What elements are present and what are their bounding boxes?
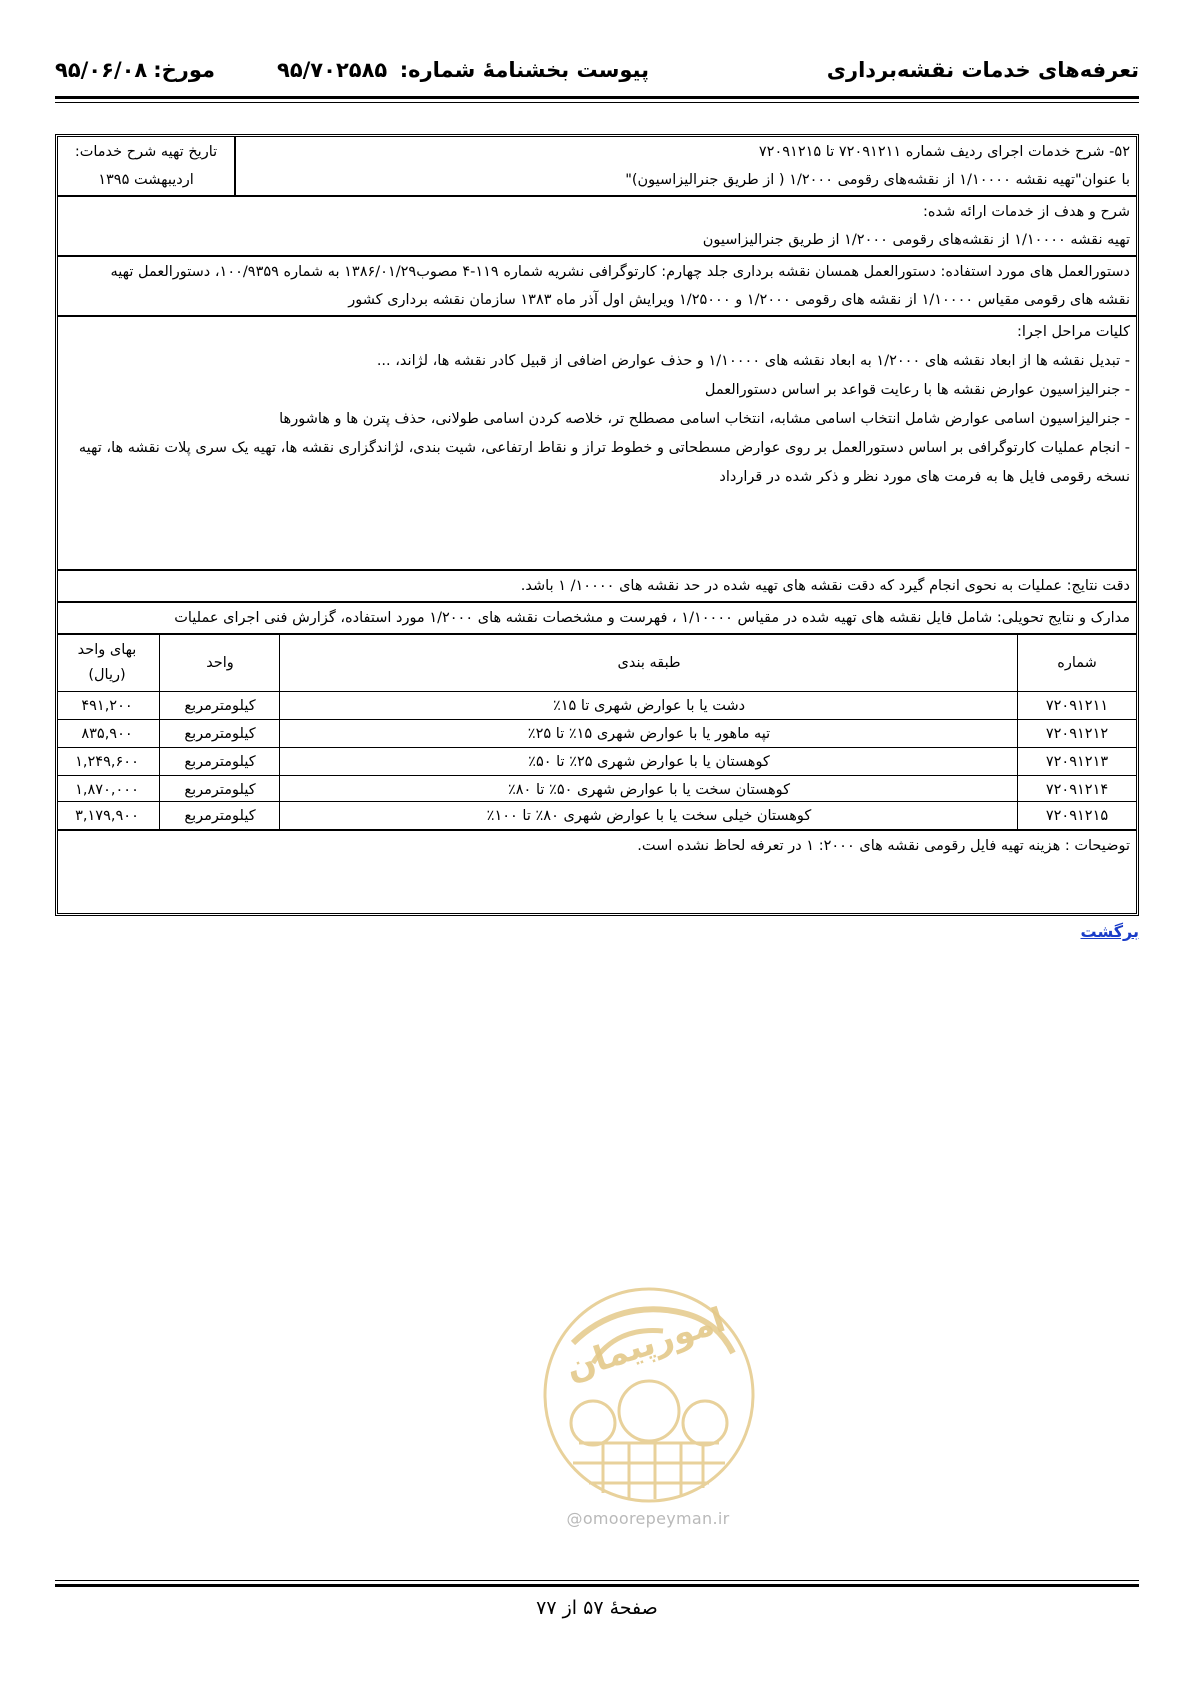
step-item: نسخه رقومی فایل ها به فرمت های مورد نظر و ذکر شده در قرارداد (719, 469, 1130, 485)
step-item: - جنرالیزاسیون اسامی عوارض شامل انتخاب اسامی مشابه، انتخاب اسامی مصطلح تر، خلاصه کردن اسامی طولانی، حذف پترن ها و هاشورها (279, 411, 1130, 427)
step-item: - تبدیل نقشه ها از ابعاد نقشه های ۱/۲۰۰۰ به ابعاد نقشه های ۱/۱۰۰۰۰ و حذف عوارض اضافی از قبیل کادر نقشه ها، لژاند، ... (376, 353, 1130, 369)
watermark-site: @omoorepeyman.ir (566, 1509, 730, 1528)
row-number: ۷۲۰۹۱۲۱۱ (1045, 698, 1109, 714)
header-unit: واحد (206, 655, 234, 671)
attachment-number: ۹۵/۷۰۲۵۸۵ (277, 58, 388, 82)
row-price: ۳,۱۷۹,۹۰۰ (75, 808, 139, 824)
service-line-2: با عنوان"تهیه نقشه ۱/۱۰۰۰۰ از نقشه‌های رقومی ۱/۲۰۰۰ ( از طریق جنرالیزاسیون)" (625, 172, 1130, 188)
header-rule-thick (55, 96, 1139, 99)
row-price: ۱,۲۴۹,۶۰۰ (75, 754, 139, 770)
footer-rule-thin (55, 1580, 1139, 1581)
omoorepeyman-watermark-logo (533, 1283, 765, 1543)
date-label: مورخ: (153, 58, 216, 82)
price-table (58, 635, 1136, 867)
document-title: تعرفه‌های خدمات نقشه‌برداری (826, 58, 1139, 82)
watermark-seal-icon (533, 1283, 765, 1513)
service-description-box (55, 134, 1139, 916)
header-rule-thin (55, 102, 1139, 103)
row-classification: کوهستان یا با عوارض شهری ۲۵٪ تا ۵۰٪ (528, 754, 770, 770)
row-classification: دشت یا با عوارض شهری تا ۱۵٪ (552, 698, 746, 714)
header-classification: طبقه بندی (617, 655, 681, 671)
page-header (55, 58, 1139, 98)
row-price: ۱,۸۷۰,۰۰۰ (75, 782, 139, 798)
footer-rule-thick (55, 1584, 1139, 1587)
instructions-line-2: نقشه های رقومی مقیاس ۱/۱۰۰۰۰ از نقشه های رقومی ۱/۲۰۰۰ و ۱/۲۵۰۰۰ ویرایش اول آذر ماه ۱۳۸۳ سازمان نقشه برداری کشور (348, 292, 1130, 308)
header-price-line-2: (ریال) (88, 667, 126, 683)
attachment-label: پیوست بخشنامهٔ شماره: (399, 58, 649, 82)
step-item: - جنرالیزاسیون عوارض نقشه ها با رعایت قواعد بر اساس دستورالعمل (704, 382, 1130, 398)
row-unit: کیلومترمربع (184, 808, 256, 824)
row-unit: کیلومترمربع (184, 698, 256, 714)
prep-date-label: تاریخ تهیه شرح خدمات: (74, 144, 218, 160)
date-block (55, 58, 215, 82)
row-price: ۸۳۵,۹۰۰ (81, 726, 133, 742)
row-number: ۷۲۰۹۱۲۱۲ (1045, 726, 1109, 742)
header-price-line-1: بهای واحد (77, 642, 137, 658)
purpose-text: تهیه نقشه ۱/۱۰۰۰۰ از نقشه‌های رقومی ۱/۲۰۰۰ از طریق جنرالیزاسیون (702, 232, 1130, 248)
row-number: ۷۲۰۹۱۲۱۴ (1045, 782, 1109, 798)
accuracy-text: دقت نتایج: عملیات به نحوی انجام گیرد که دقت نقشه های تهیه شده در حد نقشه های ۱۰۰۰۰/ ۱ باشد. (520, 578, 1130, 594)
document-page (55, 0, 1139, 1685)
page-number: صفحهٔ ۵۷ از ۷۷ (536, 1597, 658, 1619)
step-item: - انجام عملیات کارتوگرافی بر اساس دستورالعمل بر روی عوارض مسطحاتی و خطوط تراز و نقاط ارتفاعی، شیت بندی، لژاندگزاری نقشه ها، تهیه یک سری پلات نقشه ها، تهیه (78, 440, 1130, 456)
back-link[interactable]: برگشت (1080, 922, 1139, 941)
row-classification: کوهستان سخت یا با عوارض شهری ۵۰٪ تا ۸۰٪ (507, 782, 791, 798)
divider (234, 137, 236, 195)
watermark-arabic-text: امورپیمان (561, 1300, 731, 1390)
row-classification: کوهستان خیلی سخت یا با عوارض شهری ۸۰٪ تا ۱۰۰٪ (486, 808, 812, 824)
row-number: ۷۲۰۹۱۲۱۳ (1045, 754, 1109, 770)
notes-text: توضیحات : هزینه تهیه فایل رقومی نقشه های ۲۰۰۰: ۱ در تعرفه لحاظ نشده است. (637, 838, 1130, 854)
header-number: شماره (1057, 655, 1097, 671)
row-number: ۷۲۰۹۱۲۱۵ (1045, 808, 1109, 824)
table-header-row (58, 635, 1136, 691)
instructions-line-1: دستورالعمل های مورد استفاده: دستورالعمل همسان نقشه برداری جلد چهارم: کارتوگرافی نشریه شماره ۱۱۹-۴ مصوب۱۳۸۶/۰۱/۲۹ به شماره ۱۰۰/۹۳۵۹، دستورالعمل تهیه (110, 264, 1130, 280)
row-unit: کیلومترمربع (184, 726, 256, 742)
prep-date-value: اردیبهشت ۱۳۹۵ (98, 172, 194, 188)
row-classification: تپه ماهور یا با عوارض شهری ۱۵٪ تا ۲۵٪ (527, 726, 771, 742)
purpose-label: شرح و هدف از خدمات ارائه شده: (922, 204, 1130, 220)
row-unit: کیلومترمربع (184, 782, 256, 798)
date-value: ۹۵/۰۶/۰۸ (55, 58, 148, 82)
service-line-1: ۵۲- شرح خدمات اجرای ردیف شماره ۷۲۰۹۱۲۱۱ تا ۷۲۰۹۱۲۱۵ (758, 144, 1130, 160)
row-price: ۴۹۱,۲۰۰ (81, 698, 133, 714)
steps-label: کلیات مراحل اجرا: (1016, 324, 1130, 340)
deliverables-text: مدارک و نتایج تحویلی: شامل فایل نقشه های تهیه شده در مقیاس ۱/۱۰۰۰۰ ، فهرست و مشخصات نقشه های ۱/۲۰۰۰ مورد استفاده، گزارش فنی اجرای عملیات (174, 610, 1130, 626)
row-unit: کیلومترمربع (184, 754, 256, 770)
